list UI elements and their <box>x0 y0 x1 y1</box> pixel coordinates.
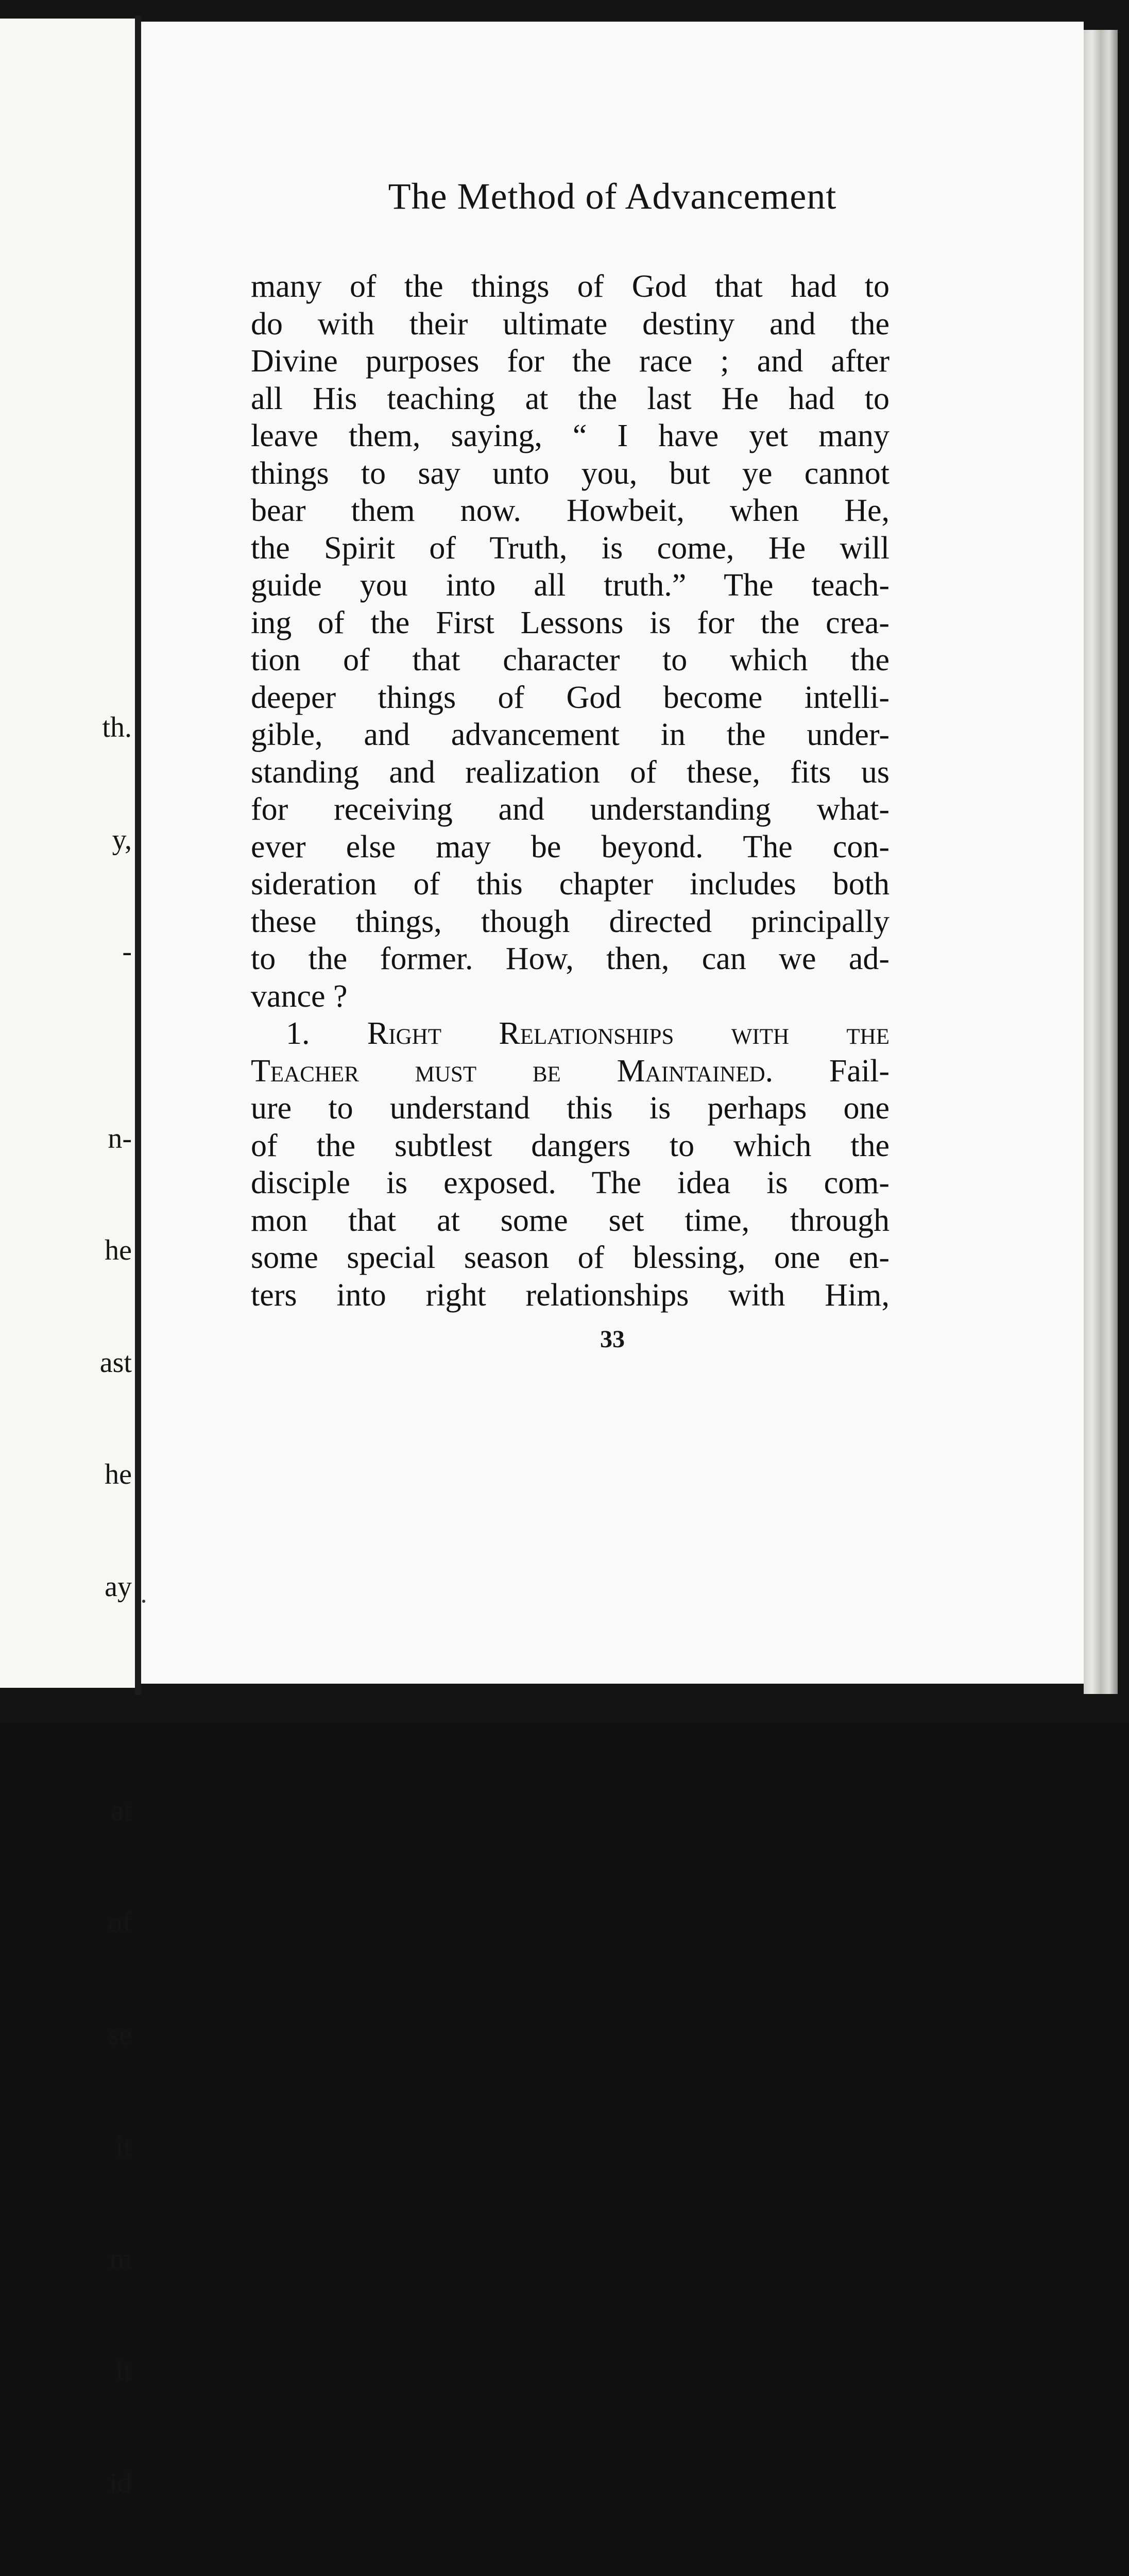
text-line: for receiving and understanding what- <box>251 792 889 827</box>
scan-speck <box>142 1600 145 1603</box>
text-line: leave them, saying, “ I have yet many <box>251 418 889 453</box>
text-line: bear them now. Howbeit, when He, <box>251 493 889 528</box>
fragment-line: n- <box>108 1122 132 1155</box>
text-line: gible, and advancement in the under- <box>251 717 889 752</box>
text-line: things to say unto you, but ye cannot <box>251 455 889 491</box>
fragment-line: se <box>108 2019 132 2051</box>
text-line: Divine purposes for the race ; and after <box>251 344 889 379</box>
text-line: mon that at some set time, through <box>251 1202 889 1238</box>
body-text <box>251 268 889 1314</box>
fragment-line: at <box>111 1794 132 1827</box>
page-stack-edge <box>1084 30 1118 1694</box>
text-line: ure to understand this is perhaps one <box>251 1091 889 1126</box>
fragment-line: y, <box>112 823 132 856</box>
text-line: disciple is exposed. The idea is com- <box>251 1165 889 1200</box>
text-line: ever else may be beyond. The con- <box>251 829 889 865</box>
fragment-line: er <box>109 1683 132 1715</box>
text-line: tion of that character to which the <box>251 642 889 677</box>
section-number: 1. <box>286 1016 310 1051</box>
text-line: sideration of this chapter includes both <box>251 867 889 902</box>
text-line: all His teaching at the last He had to <box>251 381 889 416</box>
fragment-line: ay <box>105 1570 132 1603</box>
text-line: to the former. How, then, can we ad- <box>251 941 889 976</box>
text-fragment: Fail- <box>829 1053 889 1089</box>
fragment-line: it <box>115 2355 132 2387</box>
running-head: The Method of Advancement <box>388 176 837 217</box>
fragment-line: id <box>109 2467 132 2499</box>
section-heading-part-1: Right Relationships with the <box>367 1016 889 1051</box>
page-number: 33 <box>600 1326 625 1353</box>
fragment-line: th. <box>102 711 132 743</box>
fragment-line: it <box>115 2131 132 2163</box>
fragment-line: he <box>105 1459 132 1490</box>
text-line: do with their ultimate destiny and the <box>251 306 889 342</box>
text-line: these things, though directed principally <box>251 904 889 939</box>
text-line: ters into right relationships with Him, <box>251 1277 889 1313</box>
section-heading-part-2: Teacher must be Maintained. <box>251 1053 774 1089</box>
text-line: vance ? <box>251 978 348 1014</box>
text-line: the Spirit of Truth, is come, He will <box>251 530 889 566</box>
text-line: some special season of blessing, one en- <box>251 1240 889 1275</box>
text-line: standing and realization of these, fits us <box>251 754 889 790</box>
book-gutter <box>135 15 141 1695</box>
section-heading-line <box>251 1015 889 1053</box>
text-line: many of the things of God that had to <box>251 269 889 304</box>
fragment-line: m <box>109 2243 132 2275</box>
text-line: deeper things of God become intelli- <box>251 680 889 715</box>
text-line: ing of the First Lessons is for the crea- <box>251 605 889 640</box>
fragment-line: of <box>108 1907 132 1939</box>
text-line: of the subtlest dangers to which the <box>251 1128 889 1163</box>
section-heading-line <box>251 1053 889 1090</box>
fragment-line: ast <box>99 1346 132 1379</box>
previous-page <box>0 19 135 2499</box>
text-line: guide you into all truth.” The teach- <box>251 568 889 603</box>
previous-page-fragments <box>100 634 132 2576</box>
fragment-line: - <box>122 936 132 968</box>
fragment-line: he <box>105 1234 132 1266</box>
